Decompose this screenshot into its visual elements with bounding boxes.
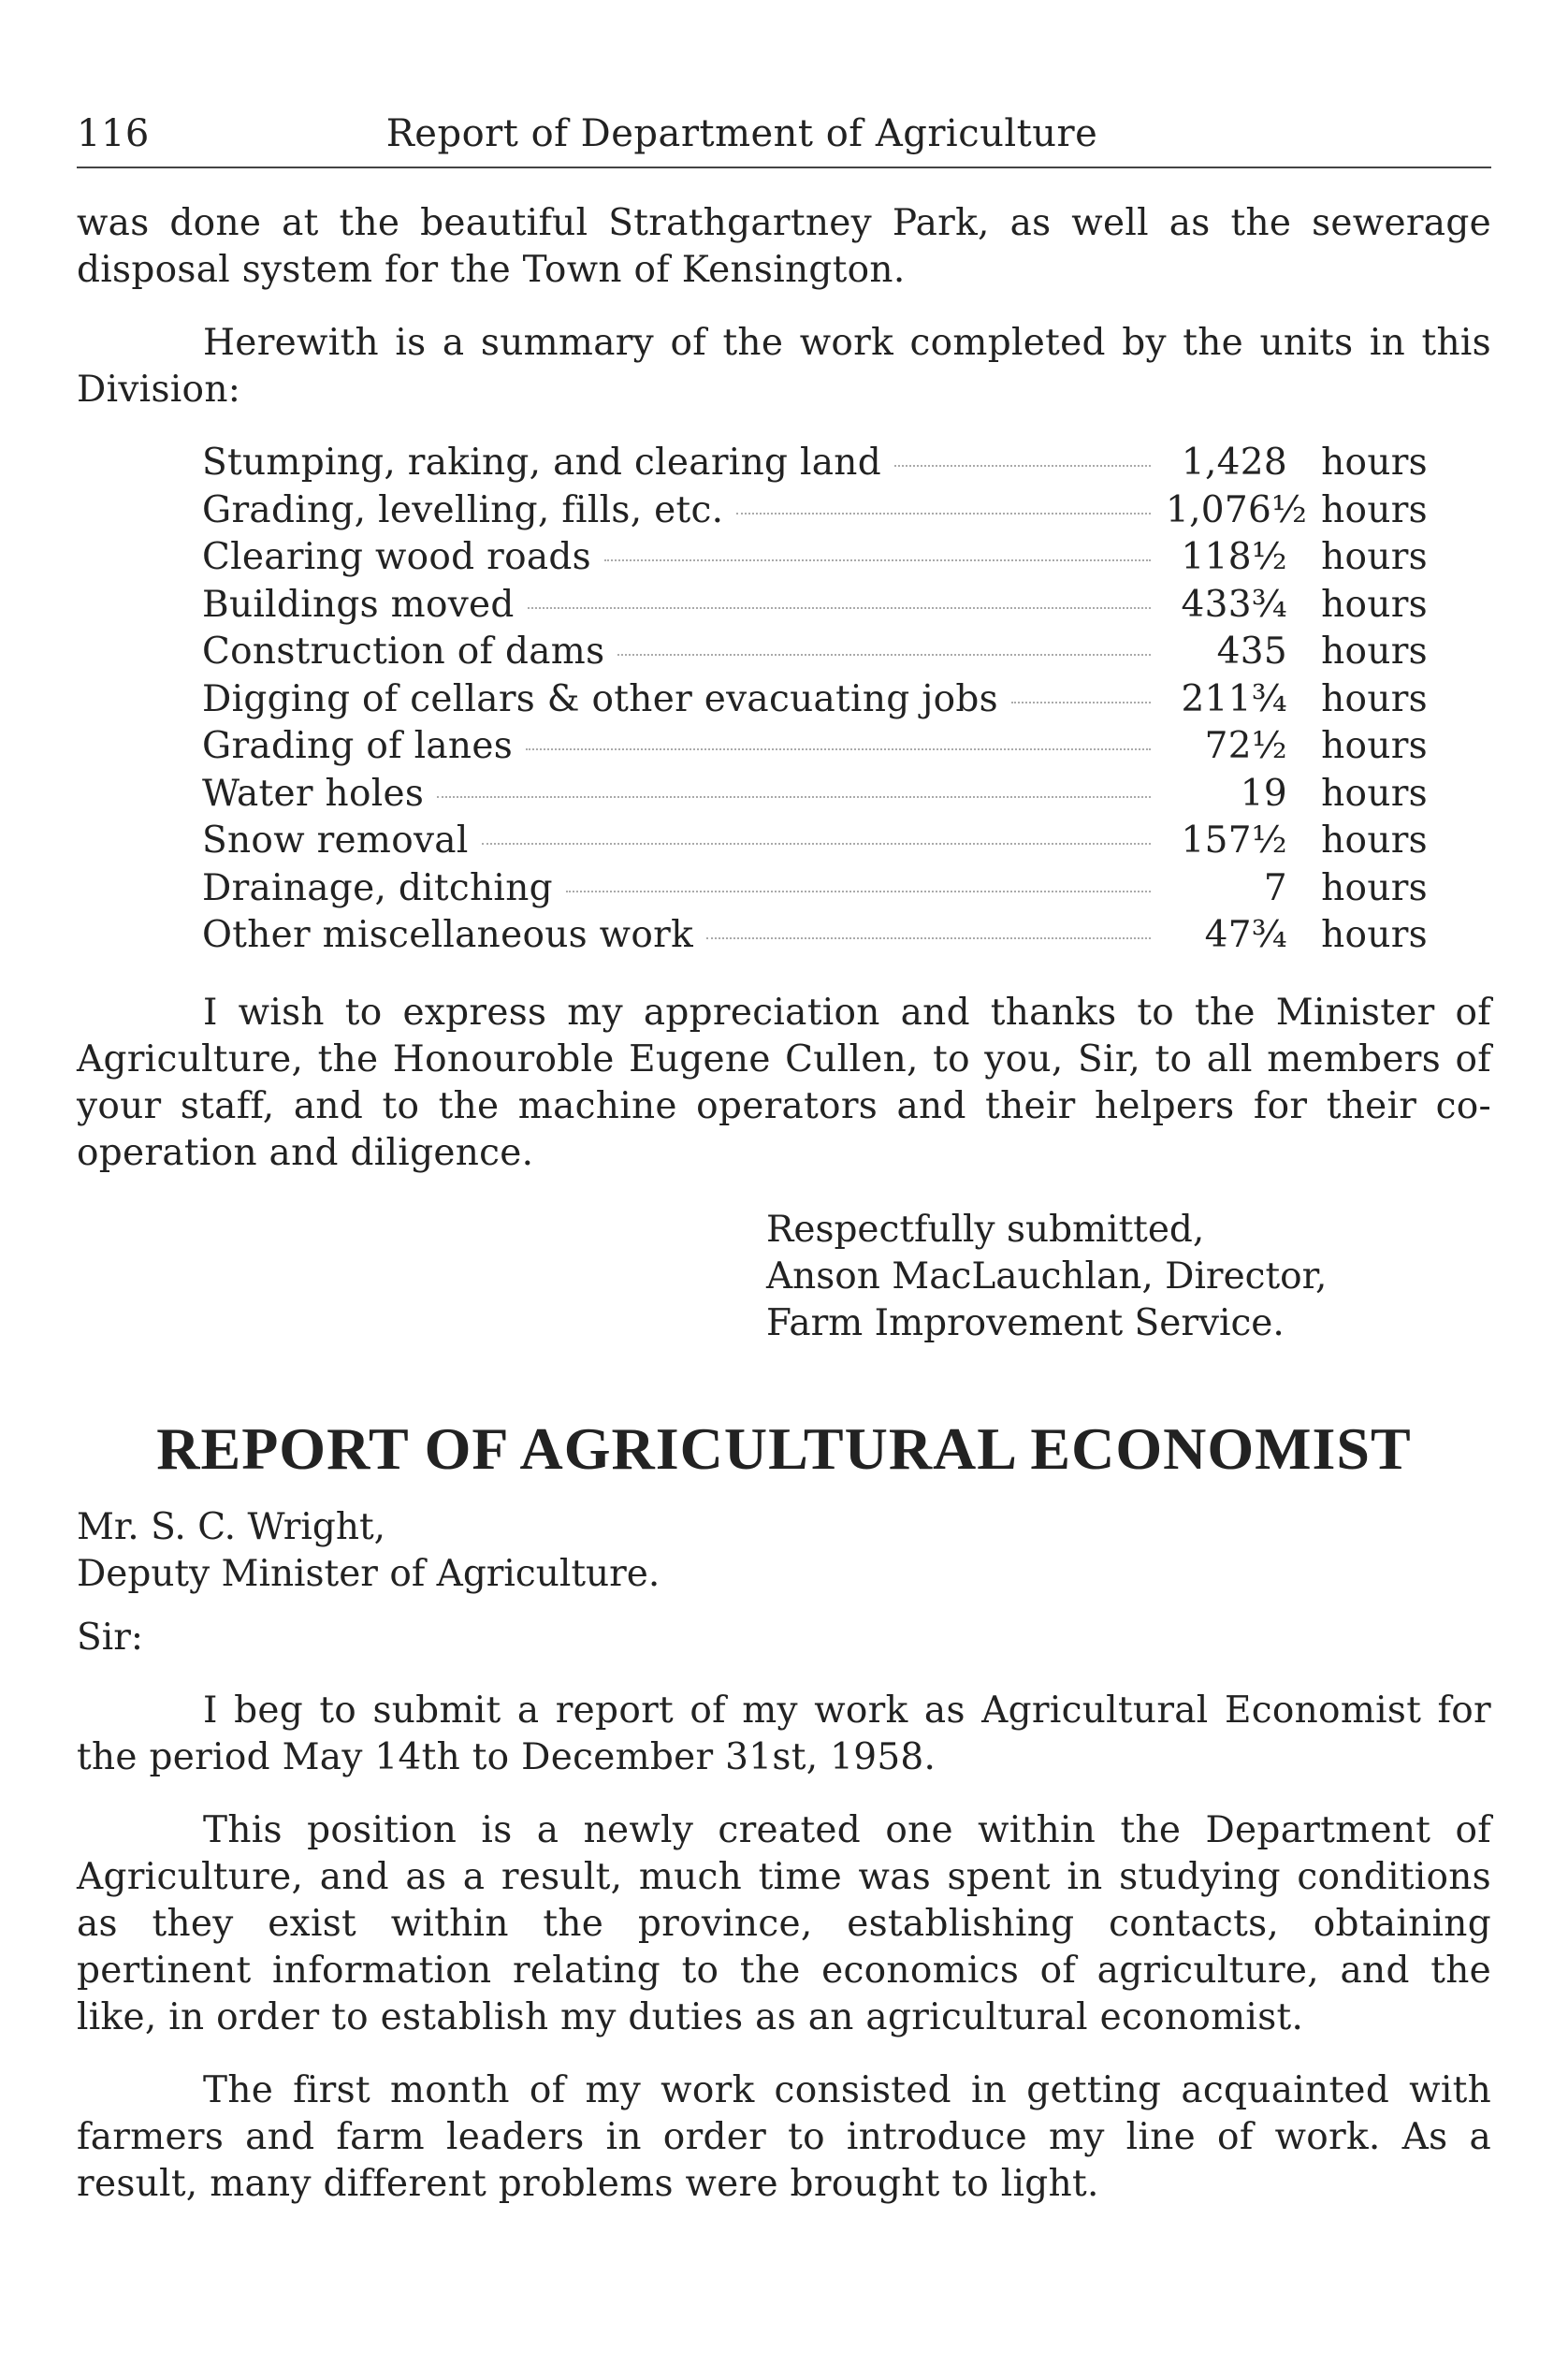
signature-block bbox=[766, 1207, 1491, 1347]
work-hours-unit: hours bbox=[1321, 914, 1428, 956]
work-summary-row bbox=[202, 442, 1428, 489]
work-summary-row bbox=[202, 725, 1428, 773]
addressee-block bbox=[77, 1504, 1491, 1598]
page-number: 116 bbox=[77, 112, 150, 155]
work-hours-value: 435 bbox=[1216, 631, 1287, 673]
work-hours-value: 1,428 bbox=[1181, 442, 1287, 484]
summary-intro-paragraph: Herewith is a summary of the work completed by the units in this Division: bbox=[77, 322, 1491, 411]
work-activity: Drainage, ditching bbox=[202, 866, 553, 909]
work-activity: Digging of cellars & other evacuating jobs bbox=[202, 677, 998, 720]
work-summary-row bbox=[202, 631, 1428, 678]
work-summary-row bbox=[202, 489, 1428, 537]
work-hours-unit: hours bbox=[1321, 583, 1428, 626]
salutation: Sir: bbox=[77, 1616, 143, 1659]
dot-leader bbox=[736, 513, 1151, 515]
document-page bbox=[77, 112, 1491, 2208]
work-hours-unit: hours bbox=[1321, 819, 1428, 862]
work-summary-row bbox=[202, 819, 1428, 867]
section-heading: REPORT OF AGRICULTURAL ECONOMIST bbox=[156, 1414, 1412, 1482]
work-activity: Buildings moved bbox=[202, 583, 515, 626]
work-activity: Water holes bbox=[202, 772, 425, 815]
work-activity: Stumping, raking, and clearing land bbox=[202, 442, 881, 484]
work-hours-value: 433¾ bbox=[1181, 583, 1287, 626]
work-activity: Clearing wood roads bbox=[202, 536, 591, 578]
work-hours-value: 1,076½ bbox=[1166, 488, 1308, 531]
dot-leader bbox=[528, 607, 1151, 609]
work-hours-unit: hours bbox=[1321, 677, 1428, 720]
work-activity: Snow removal bbox=[202, 819, 469, 862]
dot-leader bbox=[526, 748, 1151, 750]
work-hours-value: 72½ bbox=[1204, 725, 1287, 767]
work-hours-value: 118½ bbox=[1181, 536, 1287, 578]
work-hours-unit: hours bbox=[1321, 442, 1428, 484]
work-hours-unit: hours bbox=[1321, 772, 1428, 815]
work-hours-value: 7 bbox=[1263, 866, 1287, 909]
work-summary-table bbox=[202, 442, 1428, 962]
work-summary-row bbox=[202, 584, 1428, 631]
work-activity: Construction of dams bbox=[202, 631, 605, 673]
addressee-title: Deputy Minister of Agriculture. bbox=[77, 1552, 661, 1595]
signature-name: Anson MacLauchlan, Director, bbox=[766, 1254, 1328, 1298]
work-hours-unit: hours bbox=[1321, 866, 1428, 909]
dot-leader bbox=[1011, 702, 1151, 703]
work-hours-value: 211¾ bbox=[1181, 677, 1287, 720]
work-summary-row bbox=[202, 867, 1428, 915]
report-paragraph-3: The first month of my work consisted in getting acquainted with farmers and farm leaders in order to introduce my line of work. As a result, many different problems were brought to light. bbox=[77, 2068, 1491, 2205]
work-activity: Grading of lanes bbox=[202, 725, 514, 767]
work-activity: Grading, levelling, fills, etc. bbox=[202, 488, 724, 531]
dot-leader bbox=[706, 937, 1151, 939]
report-paragraph-2: This position is a newly created one within the Department of Agriculture, and as a result, much time was spent in studying conditions as they exist within the province, establishing contacts, obtaining pertinent information relating to the economics of agriculture, and the like, in order to establish my duties as an agricultural economist. bbox=[77, 1808, 1491, 2038]
signature-office: Farm Improvement Service. bbox=[766, 1301, 1285, 1344]
addressee-name: Mr. S. C. Wright, bbox=[77, 1505, 386, 1548]
work-hours-unit: hours bbox=[1321, 725, 1428, 767]
work-summary-row bbox=[202, 536, 1428, 584]
work-summary-row bbox=[202, 914, 1428, 962]
dot-leader bbox=[894, 465, 1151, 467]
running-title: Report of Department of Agriculture bbox=[385, 112, 1098, 155]
work-summary-row bbox=[202, 678, 1428, 726]
work-summary-row bbox=[202, 773, 1428, 820]
dot-leader bbox=[604, 559, 1151, 561]
dot-leader bbox=[617, 654, 1151, 656]
work-hours-unit: hours bbox=[1321, 631, 1428, 673]
work-hours-unit: hours bbox=[1321, 488, 1428, 531]
intro-paragraph: was done at the beautiful Strathgartney Park, as well as the sewerage disposal system for the Town of Kensington. bbox=[77, 202, 1491, 291]
dot-leader bbox=[482, 843, 1151, 845]
dot-leader bbox=[437, 796, 1151, 798]
work-hours-value: 19 bbox=[1240, 772, 1287, 815]
signature-line: Respectfully submitted, bbox=[766, 1208, 1205, 1251]
running-header bbox=[77, 112, 1491, 168]
dot-leader bbox=[566, 891, 1151, 892]
work-hours-value: 157½ bbox=[1181, 819, 1287, 862]
work-hours-unit: hours bbox=[1321, 536, 1428, 578]
report-paragraph-1: I beg to submit a report of my work as Agricultural Economist for the period May 14th to December 31st, 1958. bbox=[77, 1689, 1491, 1778]
work-hours-value: 47¾ bbox=[1204, 914, 1287, 956]
thanks-paragraph: I wish to express my appreciation and thanks to the Minister of Agriculture, the Honouroble Eugene Cullen, to you, Sir, to all members of your staff, and to the machine operators and their helpers for their co-operation and diligence. bbox=[77, 991, 1491, 1174]
work-activity: Other miscellaneous work bbox=[202, 914, 694, 956]
